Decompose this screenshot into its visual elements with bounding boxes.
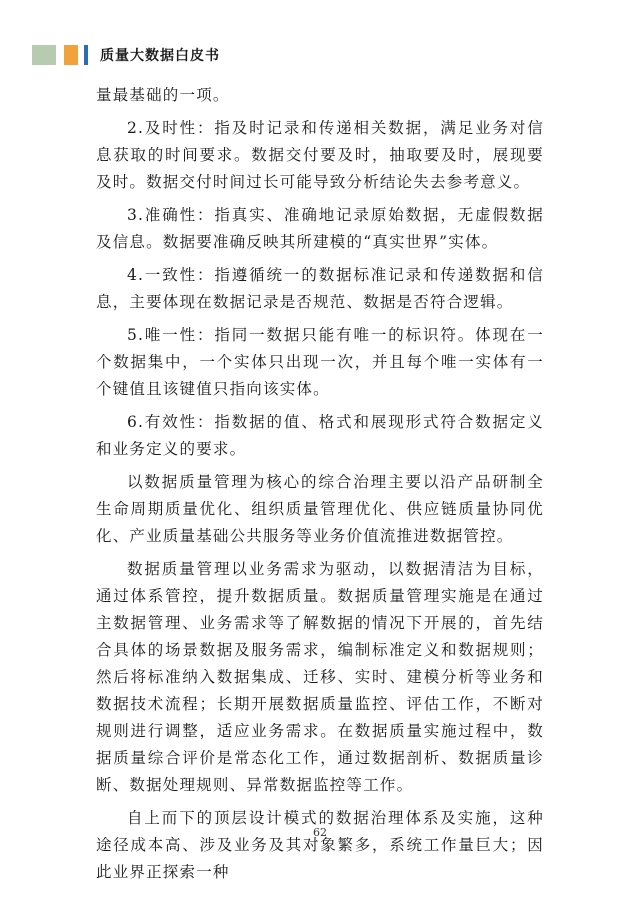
- paragraph-validity: 6.有效性：指数据的值、格式和展现形式符合数据定义和业务定义的要求。: [96, 413, 544, 458]
- paragraph-consistency: 4.一致性：指遵循统一的数据标准记录和传递数据和信息，主要体现在数据记录是否规范、数据是否符合逻辑。: [96, 266, 544, 311]
- body-text: [96, 82, 544, 886]
- page-number: 62: [313, 826, 327, 839]
- header-title: 质量大数据白皮书: [100, 48, 220, 64]
- paragraph-uniqueness: 5.唯一性：指同一数据只能有唯一的标识符。体现在一个数据集中，一个实体只出现一次，并且每个唯一实体有一个键值且该键值只指向该实体。: [96, 326, 544, 398]
- header-color-block-blue: [84, 45, 88, 65]
- paragraph-quality-management: 数据质量管理以业务需求为驱动，以数据清洁为目标，通过体系管控，提升数据质量。数据质量管理实施是在通过主数据管理、业务需求等了解数据的情况下开展的，首先结合具体的场景数据及服务需求，编制标准定义和数据规则；然后将标准纳入数据集成、迁移、实时、建模分析等业务和数据技术流程；长期开展数据质量监控、评估工作，不断对规则进行调整，适应业务需求。在数据质量实施过程中，数据质量综合评价是常态化工作，通过数据剖析、数据质量诊断、数据处理规则、异常数据监控等工作。: [96, 560, 544, 794]
- header-color-block-orange: [64, 45, 78, 65]
- paragraph-top-down-design: 自上而下的顶层设计模式的数据治理体系及实施，这种途径成本高、涉及业务及其对象繁多，系统工作量巨大；因此业界正探索一种: [96, 809, 544, 881]
- paragraph-timeliness: 2.及时性：指及时记录和传递相关数据，满足业务对信息获取的时间要求。数据交付要及时，抽取要及时，展现要及时。数据交付时间过长可能导致分析结论失去参考意义。: [96, 119, 544, 191]
- page-header: [32, 44, 220, 66]
- paragraph-continuation: 量最基础的一项。: [96, 86, 230, 104]
- paragraph-accuracy: 3.准确性：指真实、准确地记录原始数据，无虚假数据及信息。数据要准确反映其所建模的“真实世界”实体。: [96, 206, 544, 251]
- paragraph-governance: 以数据质量管理为核心的综合治理主要以沿产品研制全生命周期质量优化、组织质量管理优化、供应链质量协同优化、产业质量基础公共服务等业务价值流推进数据管控。: [96, 473, 544, 545]
- header-color-block-green: [32, 45, 56, 65]
